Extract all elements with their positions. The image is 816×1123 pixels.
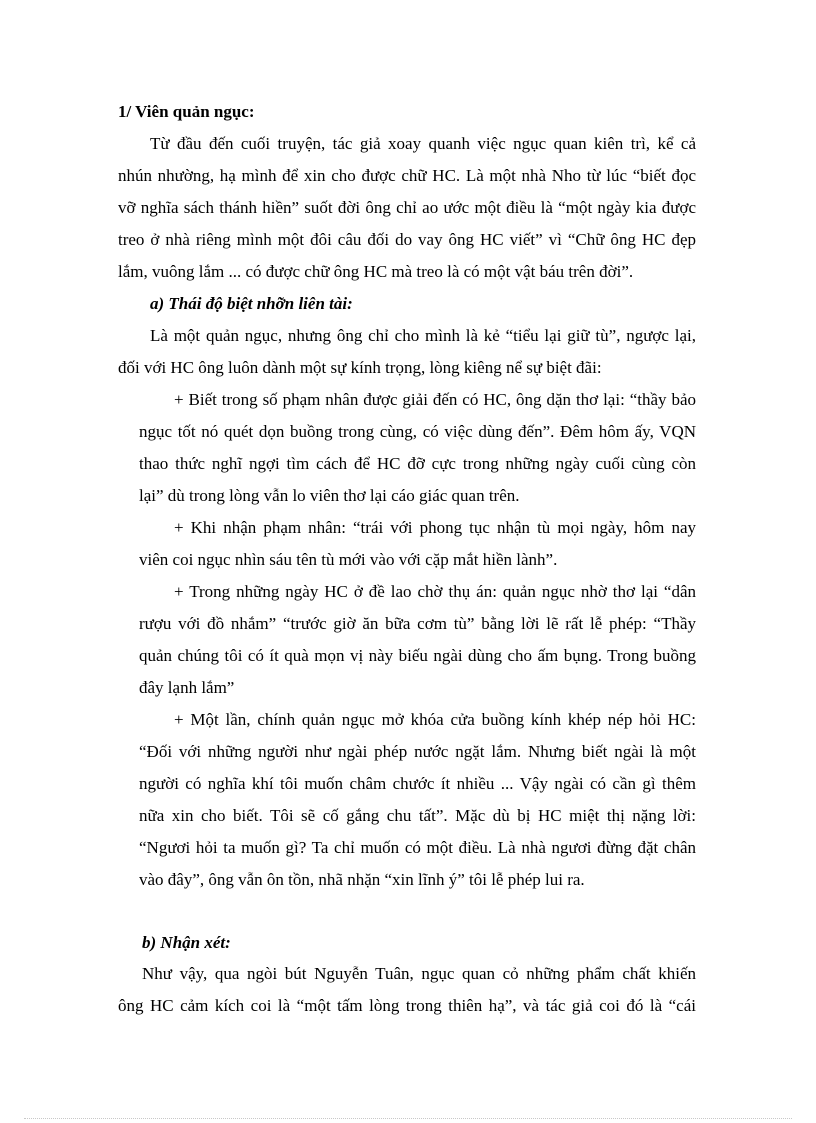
paragraph-line: ông HC cảm kích coi là “một tấm lòng trong thiên hạ”, và tác giả coi đó là “cái	[118, 996, 696, 1015]
paragraph-line: vào đây”, ông vẫn ôn tồn, nhã nhặn “xin lĩnh ý” tôi lễ phép lui ra.	[139, 870, 585, 889]
paragraph-line: + Trong những ngày HC ở đề lao chờ thụ án: quản ngục nhờ thơ lại “dân	[174, 582, 696, 601]
section-a-title: a) Thái độ biệt nhỡn liên tài:	[150, 294, 353, 313]
page-bottom-divider	[24, 1118, 792, 1119]
paragraph-line: đối với HC ông luôn dành một sự kính trọng, lòng kiêng nể sự biệt đãi:	[118, 358, 602, 377]
paragraph-line: vỡ nghĩa sách thánh hiền” suốt đời ông chỉ ao ước một điều là “một ngày kia được	[118, 198, 696, 217]
paragraph-line: quản chúng tôi có ít quà mọn vị này biếu ngài dùng cho ấm bụng. Trong buồng	[139, 646, 696, 665]
paragraph-line: Từ đầu đến cuối truyện, tác giả xoay quanh việc ngục quan kiên trì, kể cả	[150, 134, 696, 153]
section-heading: 1/ Viên quản ngục:	[118, 102, 255, 121]
paragraph-line: lại” dù trong lòng vẫn lo viên thơ lại cáo giác quan trên.	[139, 486, 520, 505]
paragraph-line: thao thức nghĩ ngợi tìm cách để HC đỡ cực trong những ngày cuối cùng còn	[139, 454, 696, 473]
paragraph-line: viên coi ngục nhìn sáu tên tù mới vào với cặp mắt hiền lành”.	[139, 550, 558, 569]
paragraph-line: ngục tốt nó quét dọn buồng trong cùng, có việc dùng đến”. Đêm hôm ấy, VQN	[139, 422, 696, 441]
paragraph-line: nữa xin cho biết. Tôi sẽ cố gắng chu tất”. Mặc dù bị HC miệt thị nặng lời:	[139, 806, 696, 825]
paragraph-line: lắm, vuông lắm ... có được chữ ông HC mà treo là có một vật báu trên đời”.	[118, 262, 634, 281]
section-b-title: b) Nhận xét:	[142, 933, 231, 952]
paragraph-line: + Một lần, chính quản ngục mở khóa cửa buồng kính khép nép hỏi HC:	[174, 710, 696, 729]
paragraph-line: + Khi nhận phạm nhân: “trái với phong tục nhận tù mọi ngày, hôm nay	[174, 518, 696, 537]
paragraph-line: nhún nhường, hạ mình để xin cho được chữ HC. Là một nhà Nho từ lúc “biết đọc	[118, 166, 696, 185]
paragraph-line: + Biết trong số phạm nhân được giải đến có HC, ông dặn thơ lại: “thầy bảo	[174, 390, 696, 409]
paragraph-line: “Đối với những người như ngài phép nước ngặt lắm. Nhưng biết ngài là một	[139, 742, 696, 761]
paragraph-line: treo ở nhà riêng mình một đôi câu đối do vay ông HC viết” vì “Chữ ông HC đẹp	[118, 230, 696, 249]
paragraph-line: “Ngươi hỏi ta muốn gì? Ta chỉ muốn có một điều. Là nhà ngươi đừng đặt chân	[139, 838, 696, 857]
paragraph-line: Là một quản ngục, nhưng ông chỉ cho mình là kẻ “tiểu lại giữ tù”, ngược lại,	[150, 326, 696, 345]
paragraph-line: người có nghĩa khí tôi muốn châm chước ít nhiều ... Vậy ngài có cần gì thêm	[139, 774, 696, 793]
paragraph-line: rượu với đồ nhắm” “trước giờ ăn bữa cơm tù” bằng lời lẽ rất lễ phép: “Thầy	[139, 614, 696, 633]
paragraph-line: Như vậy, qua ngòi bút Nguyễn Tuân, ngục quan cỏ những phẩm chất khiến	[142, 964, 696, 983]
paragraph-line: đây lạnh lắm”	[139, 678, 235, 697]
